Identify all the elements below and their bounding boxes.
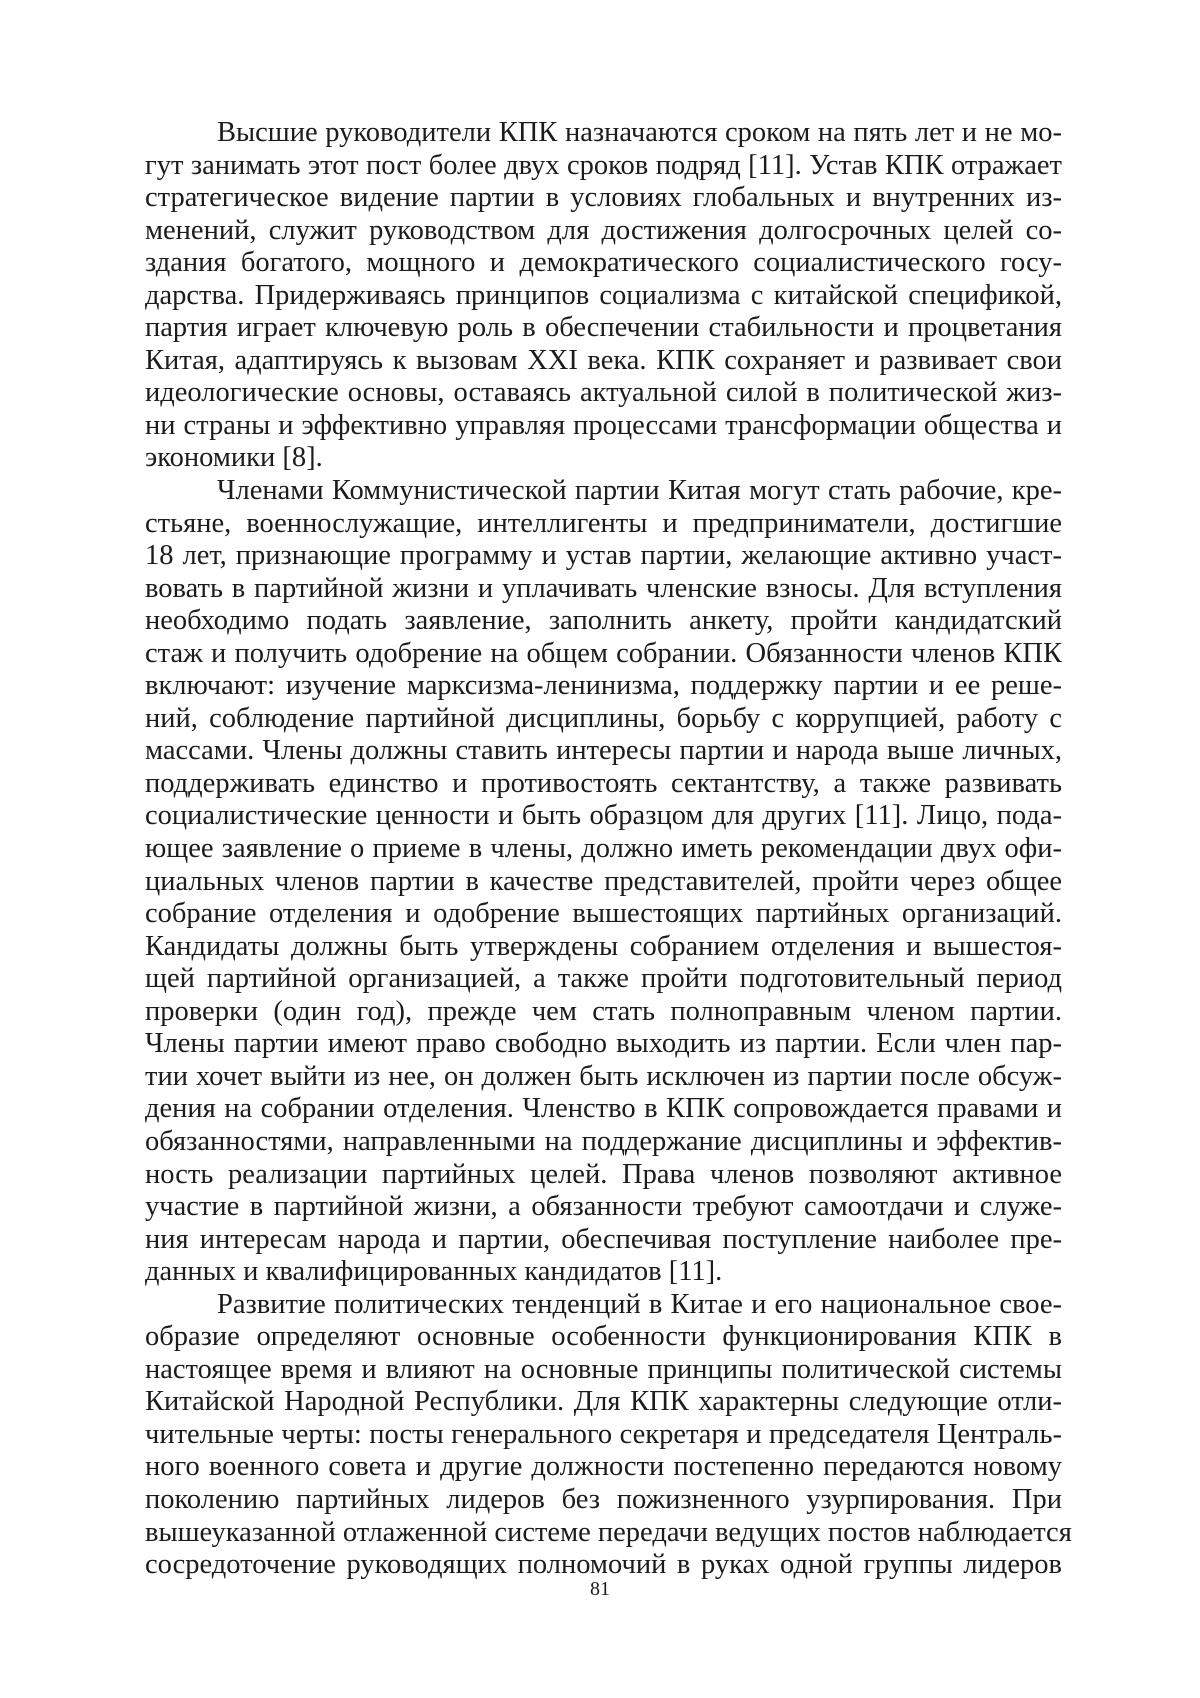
text-line: собрание отделения и одобрение вышестоящих партийных организаций.: [145, 898, 1062, 931]
text-line: циальных членов партии в качестве представителей, пройти через общее: [145, 866, 1062, 899]
text-line: ность реализации партийных целей. Права членов позволяют активное: [145, 1159, 1062, 1192]
text-line: идеологические основы, оставаясь актуальной силой в политической жиз-: [145, 377, 1062, 410]
text-line: проверки (один год), прежде чем стать полноправным членом партии.: [145, 996, 1062, 1029]
text-line: дения на собрании отделения. Членство в КПК сопровождается правами и: [145, 1093, 1062, 1126]
text-line: стьяне, военнослужащие, интеллигенты и предприниматели, достигшие: [145, 508, 1062, 541]
text-line: Кандидаты должны быть утверждены собранием отделения и вышестоя-: [145, 931, 1062, 964]
text-line: гут занимать этот пост более двух сроков подряд [11]. Устав КПК отражает: [145, 150, 1062, 183]
text-line: поколению партийных лидеров без пожизненного узурпирования. При: [145, 1484, 1062, 1517]
text-line: Высшие руководители КПК назначаются сроком на пять лет и не мо-: [145, 117, 1062, 150]
text-line: вовать в партийной жизни и уплачивать членские взносы. Для вступления: [145, 573, 1062, 606]
text-line: участие в партийной жизни, а обязанности требуют самоотдачи и служе-: [145, 1191, 1062, 1224]
page-number: 81: [0, 1577, 1200, 1601]
text-line: дарства. Придерживаясь принципов социализма с китайской спецификой,: [145, 280, 1062, 313]
text-line: Членами Коммунистической партии Китая могут стать рабочие, кре-: [145, 475, 1062, 508]
text-line: вышеуказанной отлаженной системе передачи ведущих постов наблюдается: [145, 1517, 1062, 1550]
text-line: включают: изучение марксизма-ленинизма, поддержку партии и ее реше-: [145, 670, 1062, 703]
text-line: ния интересам народа и партии, обеспечивая поступление наиболее пре-: [145, 1224, 1062, 1257]
text-line: Китайской Народной Республики. Для КПК характерны следующие отли-: [145, 1386, 1062, 1419]
text-line: здания богатого, мощного и демократического социалистического госу-: [145, 247, 1062, 280]
text-line: тии хочет выйти из нее, он должен быть исключен из партии после обсуж-: [145, 1061, 1062, 1094]
text-line: поддерживать единство и противостоять сектантству, а также развивать: [145, 768, 1062, 801]
text-line: ни страны и эффективно управляя процессами трансформации общества и: [145, 410, 1062, 443]
text-line: данных и квалифицированных кандидатов [11].: [145, 1256, 1062, 1289]
paragraph: [145, 117, 1062, 475]
text-line: образие определяют основные особенности функционирования КПК в: [145, 1321, 1062, 1354]
text-line: стратегическое видение партии в условиях глобальных и внутренних из-: [145, 182, 1062, 215]
text-line: ного военного совета и другие должности постепенно передаются новому: [145, 1451, 1062, 1484]
text-line: Развитие политических тенденций в Китае и его национальное свое-: [145, 1289, 1062, 1322]
text-line: менений, служит руководством для достижения долгосрочных целей со-: [145, 215, 1062, 248]
text-line: ний, соблюдение партийной дисциплины, борьбу с коррупцией, работу с: [145, 703, 1062, 736]
text-line: необходимо подать заявление, заполнить анкету, пройти кандидатский: [145, 605, 1062, 638]
text-line: обязанностями, направленными на поддержание дисциплины и эффектив-: [145, 1126, 1062, 1159]
document-page: [0, 0, 1200, 1698]
text-line: сосредоточение руководящих полномочий в руках одной группы лидеров: [145, 1549, 1062, 1582]
text-line: ющее заявление о приеме в члены, должно иметь рекомендации двух офи-: [145, 833, 1062, 866]
paragraph: [145, 475, 1062, 1289]
text-line: стаж и получить одобрение на общем собрании. Обязанности членов КПК: [145, 638, 1062, 671]
text-line: социалистические ценности и быть образцом для других [11]. Лицо, пода-: [145, 800, 1062, 833]
text-line: настоящее время и влияют на основные принципы политической системы: [145, 1354, 1062, 1387]
text-line: партия играет ключевую роль в обеспечении стабильности и процветания: [145, 312, 1062, 345]
text-line: чительные черты: посты генерального секретаря и председателя Централь-: [145, 1419, 1062, 1452]
body-text: [145, 117, 1062, 1582]
text-line: Китая, адаптируясь к вызовам XXI века. КПК сохраняет и развивает свои: [145, 345, 1062, 378]
text-line: экономики [8].: [145, 442, 1062, 475]
text-line: массами. Члены должны ставить интересы партии и народа выше личных,: [145, 735, 1062, 768]
paragraph: [145, 1289, 1062, 1582]
text-line: 18 лет, признающие программу и устав партии, желающие активно участ-: [145, 540, 1062, 573]
text-line: щей партийной организацией, а также пройти подготовительный период: [145, 963, 1062, 996]
text-line: Члены партии имеют право свободно выходить из партии. Если член пар-: [145, 1028, 1062, 1061]
